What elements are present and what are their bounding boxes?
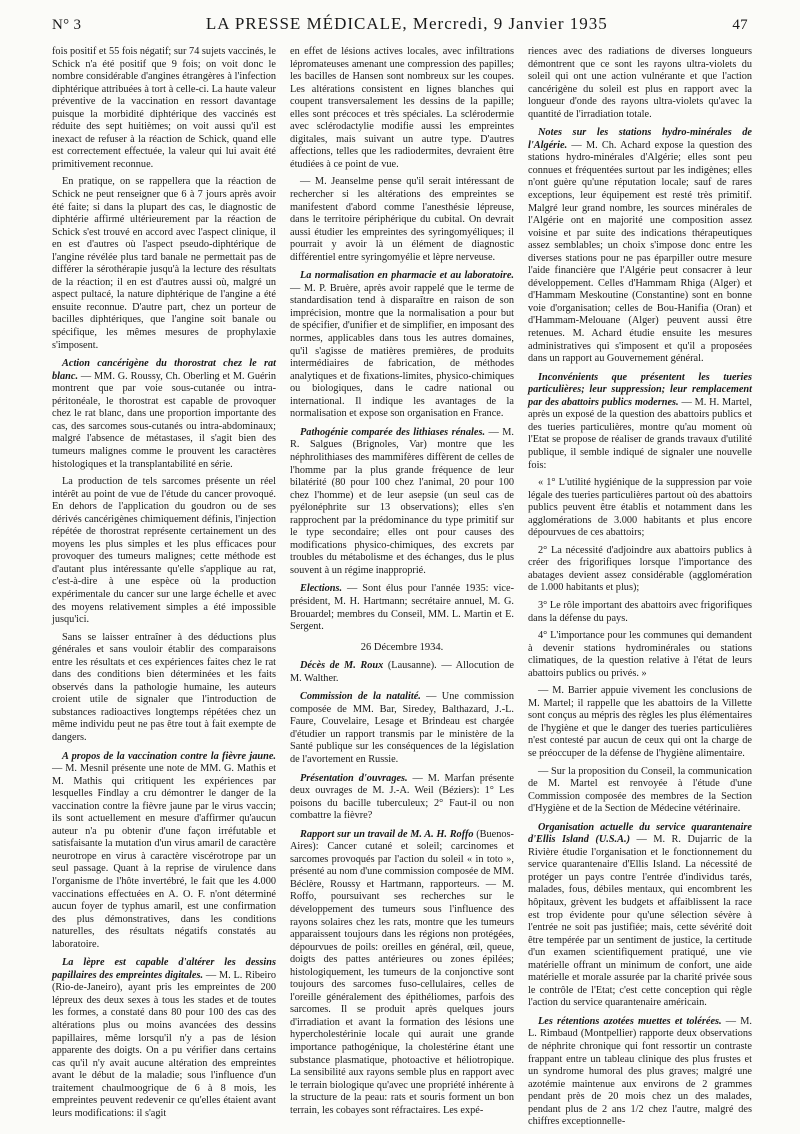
section-text: — M. H. Martel, après un exposé de la question des abattoirs publics et des tueries particulières, montre qu'au moment où l'Etat se propose de réaliser de grands travaux d'utilité publique, il semble indiqué de signaler une nouvelle fois: [528,396,752,471]
article-section [290,270,514,421]
section-heading: La lèpre est capable d'altérer les dessins papillaires des empreintes digitales. [52,957,276,981]
section-text: — M. Marfan présente deux ouvrages de M. J.-A. Weil (Béziers): 1° Les poisons du bacille tuberculeux; 2° Faut-il ou non combattre la fièvre? [290,772,514,822]
article-section [290,660,514,685]
article-section [290,829,514,1118]
section-text: — M. L. Rimbaud (Montpellier) rapporte deux observations de néphrite chronique qui font ressortir un contraste frappant entre un tableau clinique des plus frustes et un syndrome humoral des plus graves; malgré une azotémie maintenue aux environs de 2 grammes pendant près de 20 mois chez un des malades, pendant plus de 2 ans 1/2 chez l'autre, malgré des chiffres exceptionnelle- [528,1015,752,1128]
section-text: — Sont élus pour l'année 1935: vice-président, M. H. Hartmann; secrétaire annuel, M. G. Brouardel; membres du Conseil, MM. L. Martin et E. Sergent. [290,583,514,633]
paragraph: 3° Le rôle important des abattoirs avec frigorifiques dans la défense du pays. [528,599,752,624]
section-text: — M. P. Bruère, après avoir rappelé que le terme de standardisation tend à disparaître en raison de son imprécision, montre que la normalisation a pour but de spécifier, d'unifier et de simplifier, en imposant des normes, applicables dans tous les autres domaines, qu'il s'agisse de matières premières, de produits intermédiaires de fabrication, de méthodes analytiques et de fixations-limites, physico-chimiques ou biologiques, dans le cadre national ou international. Il indique les avantages de la normalisation et expose son organisation en France. [290,282,514,420]
section-heading: Commission de la natalité. [300,691,421,703]
section-text: (Lausanne). — Allocution de M. Walther. [290,660,514,684]
section-heading: Action cancérigène du thorostrat chez le rat blanc. [52,358,276,382]
paragraph: 4° L'importance pour les communes qui demandent à devenir stations hydrominérales ou stations climatiques, de la question relative à l'état de leurs abattoirs publics ou privés. » [528,630,752,679]
section-text: — M. L. Ribeiro (Rio-de-Janeiro), ayant pris les empreintes de 200 lépreux des deux sexes à tous les stades et de toutes les formes, a constaté dans 80 pour 100 des cas des altérations plus ou moins avancées des dessins papillaires, même lorsqu'il n'y a pas de lésion apparente des doigts. On a pu vérifier dans certains cas qu'il n'y avait aucune altération des empreintes avant le début de la maladie; sous l'influence d'un traitement chaulmoogrique de 6 à 8 mois, les empreintes peuvent redevenir ce qu'elles étaient avant leurs modifications: il s'agit [52,969,276,1119]
paragraph: « 1° L'utilité hygiénique de la suppression par voie légale des tueries particulières partout où des abattoirs publics peuvent être établis et notamment dans les agglomérations de 3.000 habitants et plus encore dépourvues de ces abattoirs; [528,477,752,539]
section-heading: Notes sur les stations hydro-minérales de l'Algérie. [528,127,752,151]
article-section [528,822,752,1010]
paragraph: en effet de lésions actives locales, avec infiltrations lépromateuses amenant une compression des papilles; les bacilles de Hansen sont nombreux sur les coupes. Les altérations consistent en lignes blanches qui coupent transversalement les dessins de la papille; elles sont précoces et très spéciales. La sclérodermie avec sclérodactylie modifie aussi les empreintes digitales, mais suivant un autre type. D'autres affections, telles que les radiodermites, devraient être étudiées à ce point de vue. [290,46,514,170]
paragraph: fois positif et 55 fois négatif; sur 74 sujets vaccinés, le Schick n'a été positif que 9 fois; on voit donc le nombre considérable d'angines étrangères à l'infection diphtérique attribuées à tort à celle-ci. La haute valeur préventive de la vaccination en ressort davantage puisque la morbidité diphtérique des vaccinés est réduite des sept huitièmes; on voit aussi qu'il est inexact de refuser à la réaction de Schick, quand elle est correctement effectuée, la valeur qui lui avait été primitivement reconnue. [52,46,276,170]
paragraph: — M. Barrier appuie vivement les conclusions de M. Martel; il rappelle que les abattoirs de la Villette sont conçus au mépris des règles les plus élémentaires de l'hygiène et que le danger des tueries particulières n'est contesté par aucun de ceux qui ont la charge de se préoccuper de la défense de l'hygiène alimentaire. [528,685,752,759]
section-heading: A propos de la vaccination contre la fièvre jaune. [62,750,276,762]
section-heading: Pathogénie comparée des lithiases rénales. [300,426,486,438]
article-section [290,427,514,578]
article-section [290,583,514,633]
article-section [528,127,752,365]
session-date: 26 Décembre 1934. [360,641,444,653]
section-heading: Rapport sur un travail de M. A. H. Roffo [300,828,474,840]
paragraph: La production de tels sarcomes présente un réel intérêt au point de vue de l'étude du cancer provoqué. En dehors de l'application du goudron ou de ses dérivés cancérigènes chimiquement définis, l'injection répétée de thorostrat représente certainement un des moyens les plus simples et les plus efficaces pour provoquer des tumeurs malignes; cette méthode est d'autant plus intéressante qu'elle s'applique au rat, c'est-à-dire à une espèce où la production expérimentale du cancer sur une large échelle et avec des moyens relativement simples a été impossible jusqu'ici. [52,476,276,626]
column-3 [528,46,752,1134]
page-number: 47 [732,17,748,33]
section-heading: Décès de M. Roux [300,660,384,672]
article-section [290,691,514,766]
section-text: — M. Ch. Achard expose la question des stations hydro-minérales d'Algérie; elles sont peu connues et fréquentées surtout par les indigènes; elles n'ont guère qu'une réputation locale; sauf de rares exceptions, leur équipement est resté très primitif. Malgré leur grand nombre, les sources minérales de l'Algérie ont en majorité une composition assez voisine et par suite des indications thérapeutiques assez semblables; un choix s'impose donc entre les diverses stations pour ne pas éparpiller outre mesure l'aide financière que l'Algérie peut consacrer à leur développement. Celles d'Hammam Rhiga (Alger) et d'Hammam Meskoutine (Constantine) sont en bonne voie d'organisation; celles de Bou-Hanifia (Oran) et d'Hammam-Melouane (Alger) peuvent aussi être retenues. M. Achard étudie ensuite les mesures administratives qui s'imposent et qu'il a proposées dans un rapport au Gouvernement général. [528,139,752,365]
issue-number: N° 3 [52,17,82,33]
section-heading: Inconvénients que présentent les tueries particulières; leur suppression; leur remplacement par des abattoirs publics modernes. [528,371,752,408]
article-section [52,358,276,471]
article-section [290,773,514,823]
page-header [52,14,748,38]
section-heading: Elections. [300,583,343,595]
paragraph: En pratique, on se rappellera que la réaction de Schick ne peut renseigner que 6 à 7 jours après avoir été faite; si dans la plupart des cas, le diagnostic de diphtérie affirmé ultérieurement par la réaction de Schick s'est trouvé en accord avec l'aspect clinique, il en est d'autres où l'aspect pseudo-diphtérique de l'angine révélée plus tard banale ne permettait pas de différer la sérothérapie jusqu'à la lecture des résultats de la réaction; il en est d'autres aussi où, malgré un aspect pultacé, la nature diphtérique de l'angine a été ensuite reconnue. D'autre part, chez un porteur de bacilles diphtériques, que l'angine soit banale ou spécifique, les mêmes mesures de prophylaxie s'imposent. [52,176,276,351]
section-text: — Une commission composée de MM. Bar, Siredey, Balthazard, J.-L. Faure, Couvelaire, Lesage et Brindeau est chargée d'étudier un rapport transmis par le ministère de la Santé publique sur les conséquences de la législation de l'avortement en Russie. [290,691,514,765]
section-text: — M. Mesnil présente une note de MM. G. Mathis et M. Mathis qui critiquent les expériences par lesquelles Findlay a cru démontrer le danger de la vaccination contre la fièvre jaune par le virus vaccin; ils sont actuellement en mesure d'affirmer qu'aucun auteur n'a pu obtenir d'une façon irréfutable et satisfaisante la mutation d'un virus amaril de caractère neurotrope en virus à caractère viscérotrope par un seul passage. Quant à la reprise de virulence dans l'organisme de l'hôte invertébré, le fait que les 4.000 vaccinations effectuées en A. O. F. n'ont déterminé aucun foyer de typhus amaril, est une confirmation des plus démonstratives, dans les conditions naturelles, des résultats négatifs constatés au laboratoire. [52,763,276,950]
column-2 [290,46,514,1134]
section-text: — M. R. Salgues (Brignoles, Var) montre que les néphrolithiases des mammifères diffèrent de celles de l'homme par la plus grande fréquence de leur bilatérité (80 pour 100 chez l'animal, 20 pour 100 chez l'homme) et de leur asepsie (un seul cas de pyélonéphrite sur 13 observations); elles s'en rapprochent par la prédominance du type primitif sur le type secondaire; elles ont pour causes des modifications physico-chimiques, des excrets par troubles du métabolisme et des échanges, dus le plus souvent à un régime inapproprié. [290,426,514,576]
article-section [528,1016,752,1129]
journal-title: LA PRESSE MÉDICALE, Mercredi, 9 Janvier 1935 [205,14,608,33]
section-heading: Présentation d'ouvrages. [300,772,408,784]
paragraph: 2° La nécessité d'adjoindre aux abattoirs publics à créer des frigorifiques lorsque l'importance des abatages devient assez considérable (agglomération de 1.000 habitants et plus); [528,544,752,594]
section-heading: Organisation actuelle du service quarantenaire d'Ellis Island (U.S.A.) [528,821,752,846]
article-section [52,957,276,1120]
column-1 [52,46,276,1134]
paragraph: — Sur la proposition du Conseil, la communication de M. Martel est renvoyée à l'étude d'une Commission composée des membres de la Section d'Hygiène et de la Section de Médecine vétérinaire. [528,765,752,815]
section-heading: La normalisation en pharmacie et au laboratoire. [300,270,514,282]
paragraph: — M. Jeanselme pense qu'il serait intéressant de rechercher si les altérations des empreintes se manifestent d'abord comme l'anesthésie lépreuse, dans le territoire périphérique du cubital. On devrait aussi étudier les empreintes des syringomyéliques; il pourrait y avoir là un élément de diagnostic différentiel entre syringomyélie et lèpre nerveuse. [290,176,514,263]
section-heading: Les rétentions azotées muettes et tolérées. [538,1015,722,1027]
section-text: — M. R. Dujarric de la Rivière étudie l'organisation et le fonctionnement du service quarantenaire d'Ellis Island. La nécessité de protéger un pays contre l'entrée d'individus tarés, malades, fous, débiles mentaux, qui encombrent les hôpitaux, grèvent les budgets et affaiblissent la race est trop évidente pour qu'une sélection sévère à l'entrée ne soit pas justifiée; mais, cette sévérité doit être tempérée par un sentiment de justice, la certitude d'un examen scientifiquement pratiqué, une vie matérielle offrant un minimum de confort, une aide matérielle et morale assurée par la charité privée sous le contrôle de l'Etat; c'est cette conception qui règle l'action du service quarantenaire américain. [528,834,752,1009]
section-text: (Buenos-Aires): Cancer cutané et soleil; carcinomes et sarcomes provoqués par l'action du soleil « in toto », présenté au nom d'une commission composée de MM. Béclère, Roussy et Hartmann, rapporteurs. — M. Roffo, poursuivant ses recherches sur le développement des tumeurs sous l'influence des rayons solaires chez les rats, montre que les tumeurs apparaissent toujours dans les régions non protégées, dépourvues de poils: oreilles en général, œil, queue, doigts des pattes antérieures ou zones épilées; histologiquement, les tumeurs de la conjonctive sont toujours des sarcomes fuso-cellulaires, celles de l'oreille généralement des épithéliomes, parfois des sarcomes. Il se produit après quelques jours d'irradiation et avant la formation des lésions une hypercholestérinie locale qui aurait une grande importance pathogénique, la cholestérine étant une substance plasmatique, photoactive et héliotropique. La sensibilité aux rayons semble plus en rapport avec le terrain biologique qu'avec une propriété inhérente à la structure de la peau: rats et souris forment un bon terrain, les cobayes sont réfractaires. Les expé- [290,828,514,1116]
paragraph: riences avec des radiations de diverses longueurs démontrent que ce sont les rayons ultra-violets du soleil qui ont une action vulnérante et que l'action cancérigène du soleil est plus en rapport avec la longueur d'onde des rayons ultra-violets qu'avec la quantité de l'irradiation totale. [528,46,752,120]
article-section [528,372,752,472]
article-section [52,751,276,952]
text-columns [52,46,752,1128]
section-text: — MM. G. Roussy, Ch. Oberling et M. Guérin montrent que par voie sous-cutanée ou intra-péritonéale, le thorostrat est capable de provoquer chez le rat blanc, dans une proportion importante des cas, des sarcomes sous-cutanés ou intra-abdominaux; malgré l'absence de métastases, il s'agit bien des tumeurs malignes comme le prouvent les caractères histologiques et la transplantabilité en série. [52,370,276,470]
paragraph: Sans se laisser entraîner à des déductions plus générales et sans vouloir établir des comparaisons entre les résultats et ces expériences faites chez le rat dans des conditions bien déterminées et les faits observés dans la pathologie humaine, les auteurs croient utile de signaler que l'introduction de substances radioactives longtemps répétées chez un même individu peut ne pas être tout à fait exempte de dangers. [52,631,276,743]
